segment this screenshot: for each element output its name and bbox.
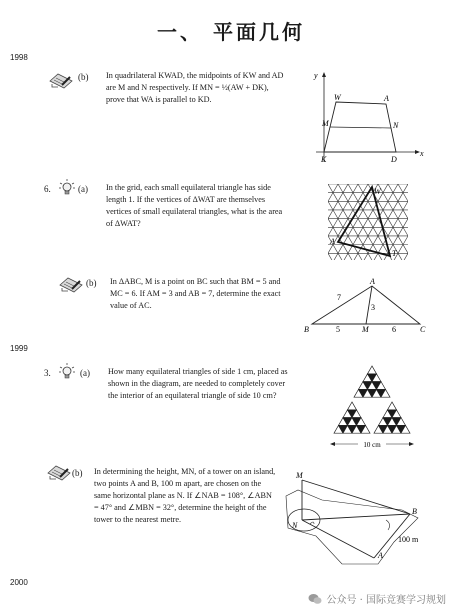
problem-text: In the grid, each small equilateral triangle has side length 1. If the vertices of ΔWAT are themselves vertices of small equilateral triangles, what is the area of ΔWAT? [106,183,283,228]
length-label-bm: 5 [336,325,340,334]
question-number-3: 3. [44,368,51,378]
triangle-abc-diagram [300,276,428,334]
problem-text: In determining the height, MN, of a tower on an island, two points A and B, 100 m apart, are chosen on the same horizontal plane as N. If ∠NAB = 108°, ∠ABN = 47° and ∠MBN = 32°, determine the height of the tower to the nearest metre. [94,467,276,524]
point-label-m: M [322,119,329,128]
point-label-b: B [412,507,417,516]
pencil-paper-icon [46,464,72,482]
year-label-2000: 2000 [10,578,28,587]
year-label-1999: 1999 [10,344,28,353]
point-label-w: W [374,187,381,196]
part-label-b: (b) [78,72,89,82]
length-label-mc: 6 [392,325,396,334]
problem-text: How many equilateral triangles of side 1 cm, placed as shown in the diagram, are needed to completely cover the interior of an equilateral triangle of side 10 cm? [108,367,288,400]
point-label-c: C [420,325,426,334]
point-label-k: K [321,155,327,164]
distance-label: 100 m [398,535,419,544]
pencil-paper-icon [58,276,84,294]
question-number-6: 6. [44,184,51,194]
year-label-1998: 1998 [10,53,28,62]
point-label-b: B [304,325,309,334]
lightbulb-icon [58,178,76,196]
lightbulb-icon [58,362,76,380]
problem-text: In quadrilateral KWAD, the midpoints of KW and AD are M and N respectively. If MN = ½(AW + DK), prove that WA is parallel to KD. [106,71,284,104]
dimension-label: 10 cm [363,441,381,449]
point-label-n: N [292,521,298,530]
pencil-paper-icon [48,72,74,90]
point-label-a: A [378,551,383,560]
part-label-b: (b) [86,278,97,288]
watermark [308,591,446,606]
triangle-grid-diagram [328,184,408,260]
point-label-n: N [393,121,399,130]
axis-label-x: x [420,149,424,158]
part-label-a: (a) [78,184,88,194]
point-label-w: W [334,93,341,102]
page-title: 一、 平面几何 [157,20,305,44]
axis-label-y: y [314,71,318,80]
wechat-icon [308,593,322,605]
point-label-t: T [392,249,397,258]
part-label-b: (b) [72,468,83,478]
point-label-d: D [391,155,397,164]
triangle-tiling [334,366,410,433]
point-label-a: A [370,277,375,286]
triangle-tiling-diagram [326,362,418,452]
tower-diagram [282,466,422,566]
point-label-a: A [330,237,335,246]
point-label-a: A [384,94,389,103]
watermark-text: 公众号 · 国际竞赛学习规划 [326,595,446,606]
point-label-m: M [296,471,303,480]
length-label-ab: 7 [337,293,341,302]
point-label-m: M [362,325,369,334]
length-label-am: 3 [371,303,375,312]
part-label-a: (a) [80,368,90,378]
problem-text: In ΔABC, M is a point on BC such that BM = 5 and MC = 6. If AM = 3 and AB = 7, determine the exact value of AC. [110,277,281,310]
quadrilateral-diagram [296,70,426,166]
